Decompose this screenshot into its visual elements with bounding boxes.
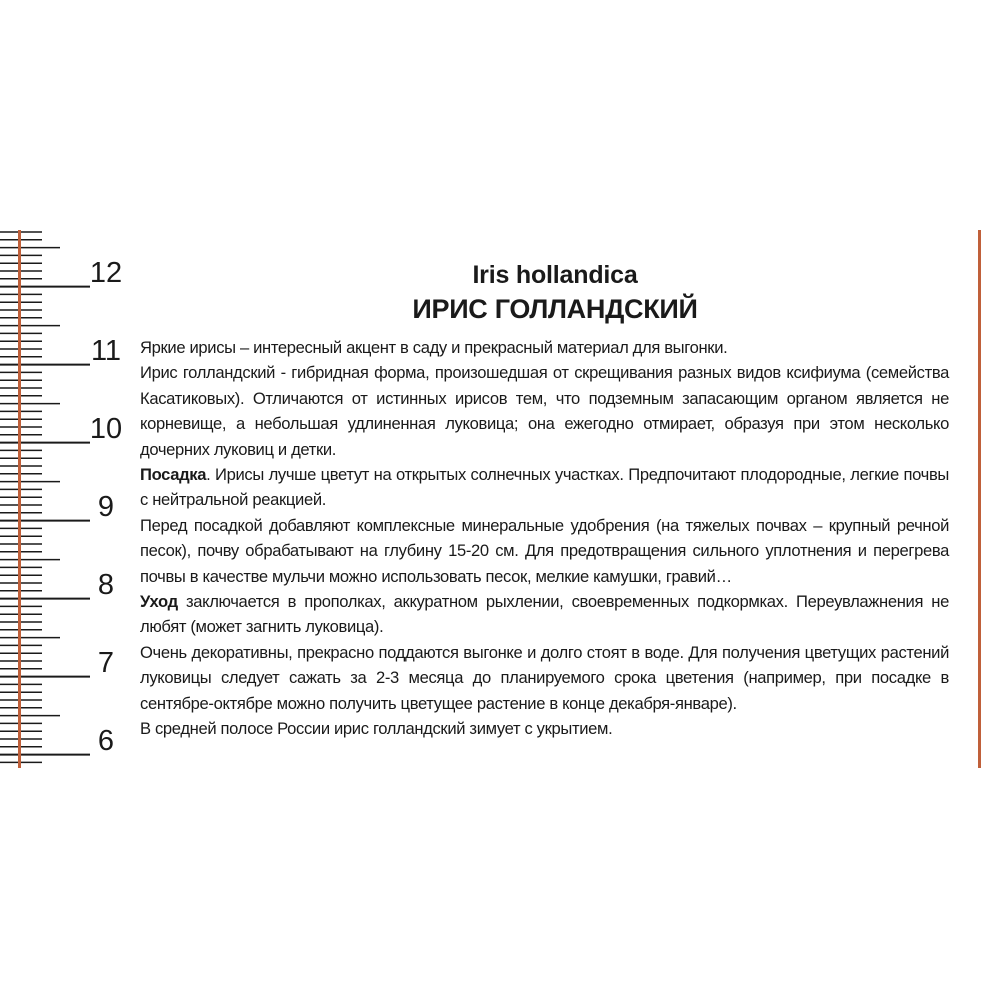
care-label: Уход — [140, 592, 178, 612]
russian-title: ИРИС ГОЛЛАНДСКИЙ — [412, 294, 698, 324]
ruler-label: 6 — [97, 725, 115, 757]
ruler-label: 8 — [97, 569, 115, 601]
intro-paragraph: Яркие ирисы – интересный акцент в саду и прекрасный материал для выгонки. — [140, 338, 728, 357]
title-block — [140, 258, 970, 326]
ruler-label: 7 — [97, 647, 115, 679]
left-border-line — [18, 230, 21, 768]
fertilizer-paragraph: Перед посадкой добавляют комплексные минеральные удобрения (на тяжелых почвах – крупный речной песок), почву обрабатывают на глубину 15-20 см. Для предотвращения сильного уплотнения и перегрева почвы в качестве мульчи можно использовать песок, мелкие камушки, гравий… — [140, 515, 949, 586]
winter-paragraph: В средней полосе России ирис голландский зимует с укрытием. — [140, 719, 613, 739]
care-text: заключается в прополках, аккуратном рыхлении, своевременных подкормках. Переувлажнения не любят (может загнить луковица). — [140, 592, 949, 637]
ruler-label: 12 — [89, 257, 123, 289]
planting-paragraph — [140, 462, 949, 513]
ruler-label: 10 — [89, 413, 123, 445]
ruler-labels — [90, 257, 122, 757]
description-text — [140, 335, 949, 742]
ruler-label: 11 — [90, 335, 122, 367]
ruler-ticks — [0, 232, 90, 762]
forcing-paragraph: Очень декоративны, прекрасно поддаются выгонке и долго стоят в воде. Для получения цветущих растений луковицы следует сажать за 2-3 месяца до планируемого срока цветения (например, при посадке в сентябре-октябре можно получить цветущее растение в конце декабря-январе). — [140, 642, 949, 713]
right-border-line — [978, 230, 981, 768]
ruler-label: 9 — [97, 491, 115, 523]
planting-label: Посадка — [140, 465, 207, 485]
care-paragraph — [140, 589, 949, 640]
planting-text: . Ирисы лучше цветут на открытых солнечных участках. Предпочитают плодородные, легкие почвы с нейтральной реакцией. — [140, 465, 949, 510]
description-paragraph: Ирис голландский - гибридная форма, произошедшая от скрещивания разных видов ксифиума (семейства Касатиковых). Отличаются от истинных ирисов тем, что подземным запасающим органом является не корневище, а небольшая удлиненная луковица; она ежегодно отмирает, образуя при этом несколько дочерних луковиц и детки. — [140, 363, 949, 459]
latin-title: Iris hollandica — [472, 261, 638, 289]
measuring-ruler — [0, 0, 140, 1000]
